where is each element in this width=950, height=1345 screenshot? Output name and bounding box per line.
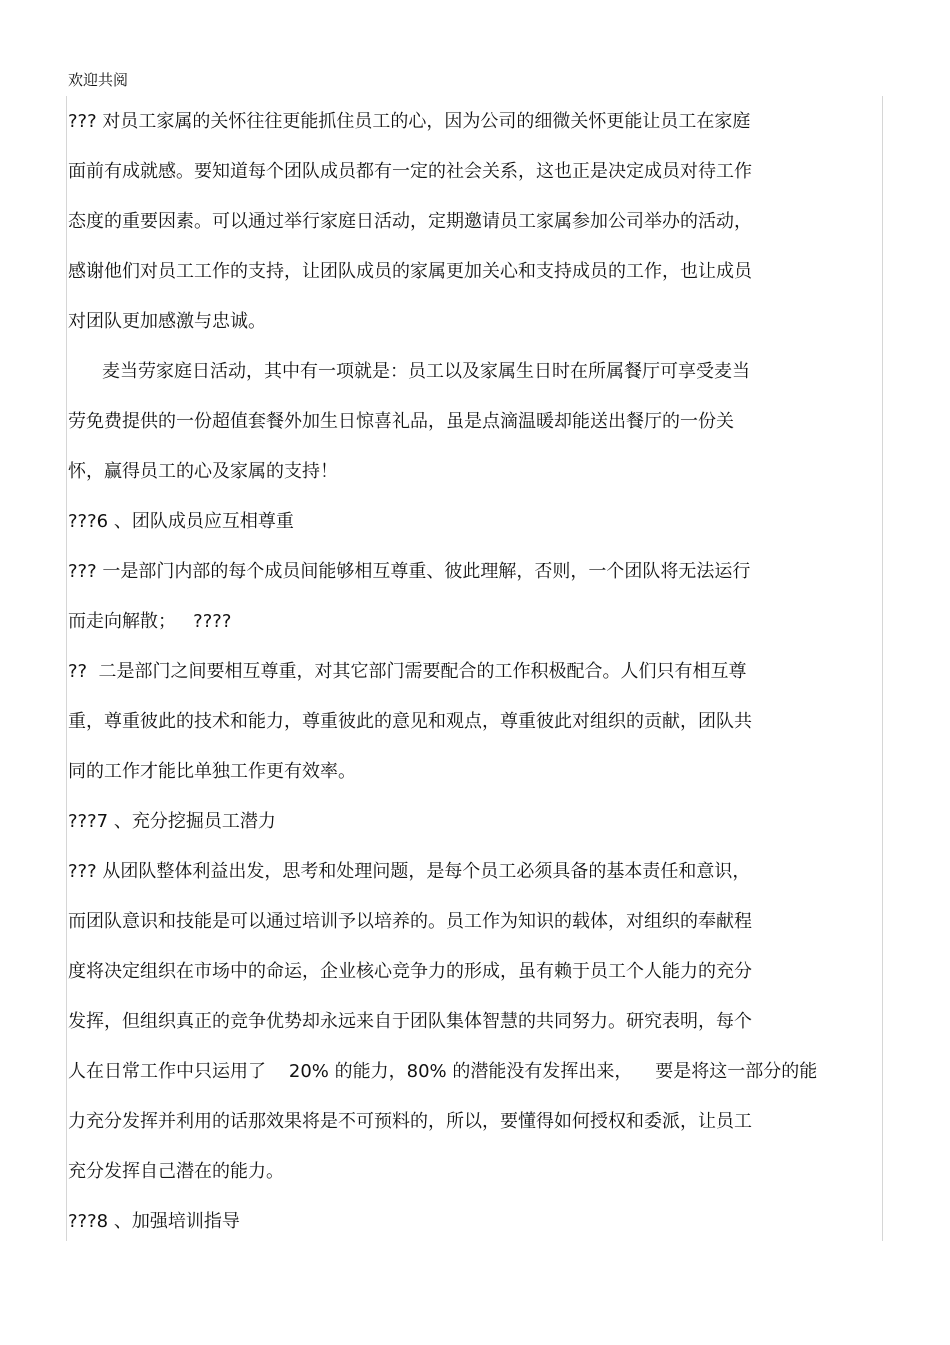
text-line: 感谢他们对员工工作的支持，让团队成员的家属更加关心和支持成员的工作，也让成员 xyxy=(68,261,752,282)
text-line: 力充分发挥并利用的话那效果将是不可预料的，所以，要懂得如何授权和委派，让员工 xyxy=(68,1111,752,1132)
text-line: ??? 一是部门内部的每个成员间能够相互尊重、彼此理解，否则，一个团队将无法运行 xyxy=(68,561,751,582)
text-line: 劳免费提供的一份超值套餐外加生日惊喜礼品，虽是点滴温暖却能送出餐厅的一份关 xyxy=(68,411,734,432)
text-line: 而团队意识和技能是可以通过培训予以培养的。员工作为知识的载体，对组织的奉献程 xyxy=(68,911,752,932)
text-line: 同的工作才能比单独工作更有效率。 xyxy=(68,761,356,782)
text-line: ?? 二是部门之间要相互尊重，对其它部门需要配合的工作积极配合。人们只有相互尊 xyxy=(68,661,747,682)
section-heading: ???6 、团队成员应互相尊重 xyxy=(68,511,294,532)
text-line: 怀，赢得员工的心及家属的支持！ xyxy=(68,461,338,482)
text-line: 重，尊重彼此的技术和能力，尊重彼此的意见和观点，尊重彼此对组织的贡献，团队共 xyxy=(68,711,752,732)
text-line: 发挥，但组织真正的竞争优势却永远来自于团队集体智慧的共同努力。研究表明，每个 xyxy=(68,1011,752,1032)
text-line: 对团队更加感激与忠诚。 xyxy=(68,311,266,332)
text-line: 而走向解散； ???? xyxy=(68,611,232,632)
section-heading: ???8 、加强培训指导 xyxy=(68,1211,240,1232)
text-line: 人在日常工作中只运用了 20% 的能力，80% 的潜能没有发挥出来， 要是将这一部分的能 xyxy=(68,1061,818,1082)
text-line: ??? 对员工家属的关怀往往更能抓住员工的心，因为公司的细微关怀更能让员工在家庭 xyxy=(68,111,751,132)
text-line: 态度的重要因素。可以通过举行家庭日活动，定期邀请员工家属参加公司举办的活动， xyxy=(68,211,752,232)
document-body xyxy=(68,106,888,1256)
text-line: 麦当劳家庭日活动，其中有一项就是：员工以及家属生日时在所属餐厅可享受麦当 xyxy=(102,361,750,382)
text-line: 充分发挥自己潜在的能力。 xyxy=(68,1161,284,1182)
page-header: 欢迎共阅 xyxy=(68,71,129,89)
text-line: 面前有成就感。要知道每个团队成员都有一定的社会关系，这也正是决定成员对待工作 xyxy=(68,161,752,182)
text-line: ??? 从团队整体利益出发，思考和处理问题，是每个员工必须具备的基本责任和意识， xyxy=(68,861,751,882)
text-line: 度将决定组织在市场中的命运，企业核心竞争力的形成，虽有赖于员工个人能力的充分 xyxy=(68,961,752,982)
section-heading: ???7 、充分挖掘员工潜力 xyxy=(68,811,276,832)
frame-left-border xyxy=(66,96,67,1241)
